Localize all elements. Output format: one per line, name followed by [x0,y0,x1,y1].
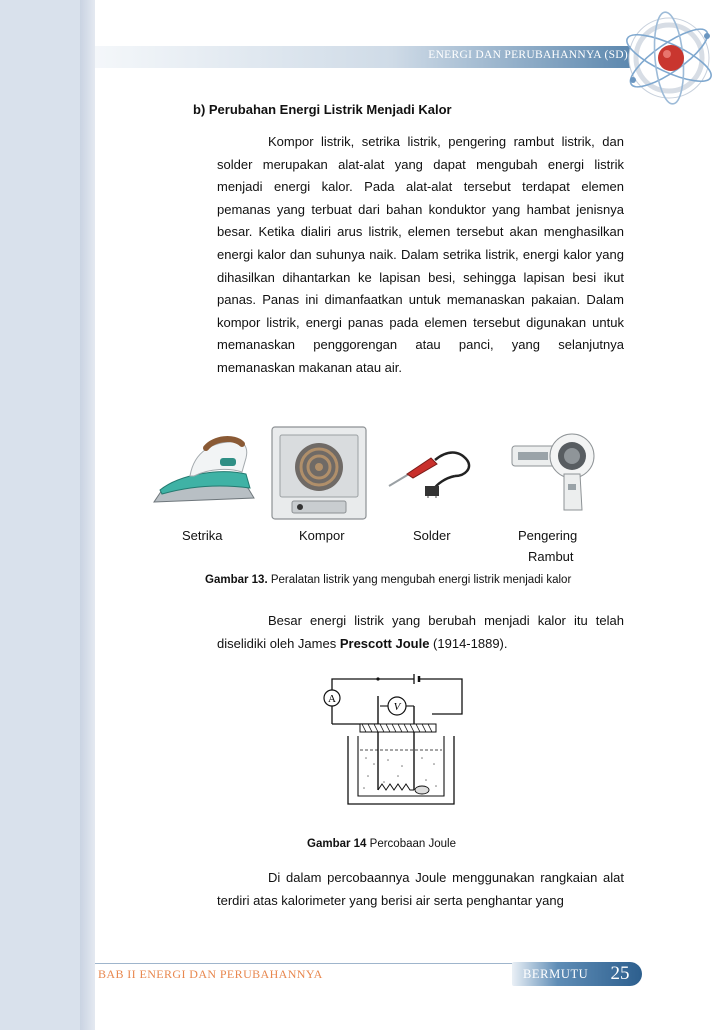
footer-divider [95,963,515,964]
paragraph-joule-setup [217,867,624,912]
label-rambut: Rambut [528,549,574,564]
label-kompor: Kompor [299,528,345,543]
paragraph-joule-intro [217,610,624,655]
joule-name: Prescott Joule [339,635,430,651]
figure-14-text: Percobaan Joule [366,838,456,850]
soldering-iron-image [385,432,485,498]
label-setrika: Setrika [182,528,223,543]
figure-13-text: Peralatan listrik yang mengubah energi listrik menjadi kalor [267,574,572,586]
paragraph-1-text: Kompor listrik, setrika listrik, pengering rambut listrik, dan solder merupakan alat-alat yang dapat mengubah energi listrik menjadi energi kalor. Pada alat-alat tersebut terdapat elemen pemanas yang terbuat dari bahan konduktor yang hambat jenisnya besar. Ketika dialiri arus listrik, elemen tersebut akan menghasilkan energi kalor dan suhunya naik. Dalam setrika listrik, energi kalor yang dihasilkan dihantarkan ke lapisan besi, sehingga lapisan besi ikut panas. Panas ini dimanfaatkan untuk memanaskan pakaian. Dalam kompor listrik, energi panas pada elemen tersebut digunakan untuk memanaskan penggorengan atau panci, yang selanjutnya memanaskan makanan atau air. [217,134,624,375]
paragraph-2-text: Besar energi listrik yang berubah menjadi kalor itu telah diselidiki oleh James [217,613,624,651]
ammeter-label: A [328,693,336,705]
iron-image [150,428,258,514]
page-number: 25 [610,963,630,984]
running-title: ENERGI DAN PERUBAHANNYA (SD) [428,49,628,61]
atom-logo-icon [615,8,723,108]
hair-dryer-image [508,428,602,512]
footer-brand: BERMUTU [523,967,589,981]
joule-experiment-diagram [318,672,468,812]
left-margin-shade [80,0,95,1030]
figure-13-caption [205,574,571,586]
label-solder: Solder [413,528,451,543]
paragraph-heat-conversion [217,131,624,380]
paragraph-2-years: (1914-1889). [429,635,508,651]
stove-image [270,425,368,521]
figure-13-label: Gambar 13. [205,574,268,586]
voltmeter-label: V [393,701,401,713]
paragraph-3-text: Di dalam percobaannya Joule menggunakan rangkaian alat terdiri atas kalorimeter yang berisi air serta penghantar yang [217,870,624,908]
section-subtitle: b) Perubahan Energi Listrik Menjadi Kalor [193,102,452,117]
label-pengering: Pengering [518,528,578,543]
figure-14-label: Gambar 14 [307,838,367,850]
figure-14-caption [307,838,456,850]
footer-chapter: BAB II ENERGI DAN PERUBAHANNYA [98,967,323,981]
